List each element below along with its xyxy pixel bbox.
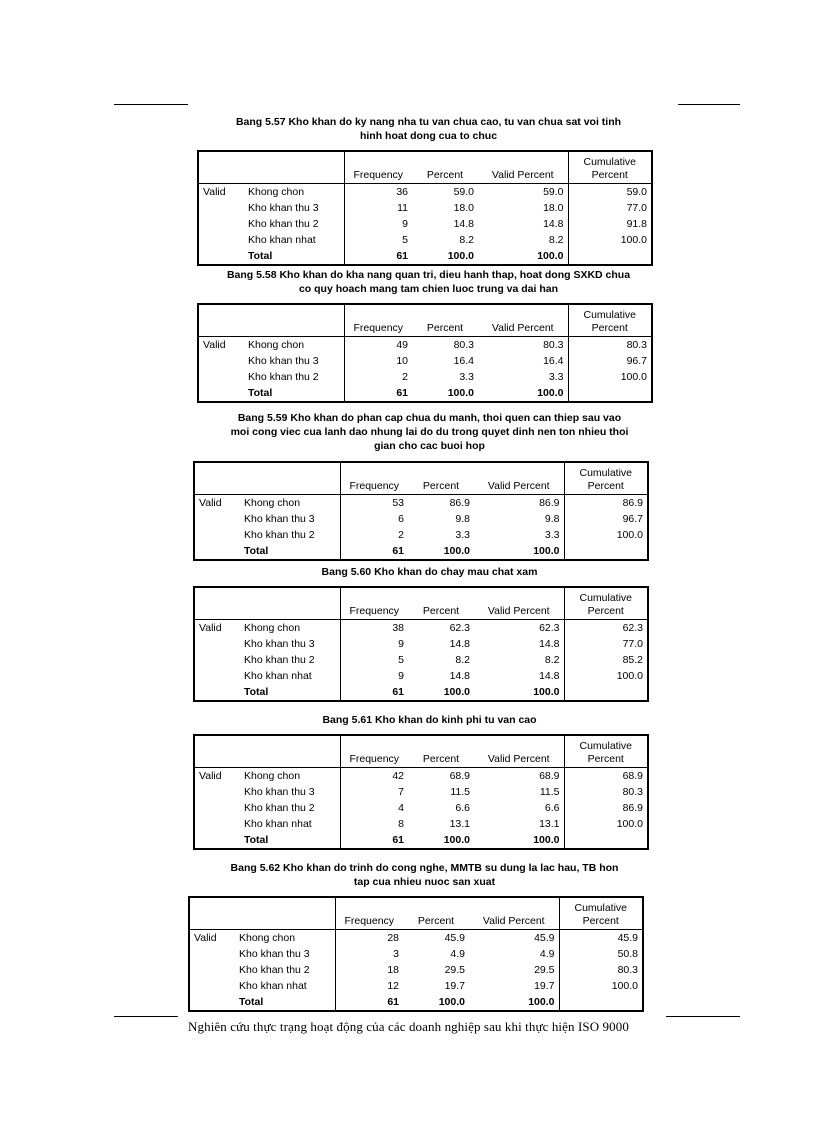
table-caption <box>192 565 667 579</box>
percent-cell: 100.0 <box>443 834 470 846</box>
cumulative-percent-cell: 59.0 <box>626 186 647 198</box>
frequency-cell: 3 <box>393 948 399 960</box>
valid-percent-cell: 16.4 <box>478 353 568 369</box>
row-group-cell <box>189 994 235 1011</box>
cumulative-percent-cell: 85.2 <box>622 654 643 666</box>
table-row <box>198 369 652 385</box>
valid-percent-cell: 59.0 <box>478 184 568 201</box>
caption-line: hinh hoat dong cua to chuc <box>359 130 498 142</box>
row-group-cell <box>198 353 244 369</box>
caption-line: Bang 5.58 Kho khan do kha nang quan tri, dieu hanh thap, hoat dong SXKD chua <box>226 269 631 281</box>
table-row <box>194 511 648 527</box>
percent-cell: 8.2 <box>459 234 474 246</box>
valid-percent-cell: 62.3 <box>474 620 564 637</box>
column-header-frequency: Frequency <box>340 462 408 495</box>
frequency-cell: 4 <box>398 802 404 814</box>
row-label-cell: Kho khan thu 2 <box>235 962 335 978</box>
table-row <box>194 636 648 652</box>
cumulative-percent-cell <box>564 832 648 849</box>
table-caption <box>196 268 661 296</box>
cumulative-percent-cell <box>564 543 648 560</box>
valid-percent-cell: 100.0 <box>478 248 568 265</box>
cumulative-header-line1: Cumulative <box>579 592 633 604</box>
frequency-cell: 38 <box>392 622 404 634</box>
frequency-cell: 61 <box>392 834 404 846</box>
percent-cell: 100.0 <box>443 686 470 698</box>
caption-line: co quy hoach mang tam chien luoc trung va dai han <box>298 283 559 295</box>
valid-percent-cell: 6.6 <box>474 800 564 816</box>
row-group-cell <box>189 962 235 978</box>
column-header-cumulative-percent <box>559 897 643 930</box>
table-row <box>189 962 643 978</box>
row-group-cell <box>198 385 244 402</box>
caption-line: tap cua nhieu nuoc san xuat <box>353 876 496 888</box>
row-group-cell <box>198 248 244 265</box>
table-total-row <box>194 832 648 849</box>
cumulative-percent-cell: 96.7 <box>626 355 647 367</box>
valid-percent-cell: 14.8 <box>474 668 564 684</box>
frequency-cell: 12 <box>387 980 399 992</box>
table-row <box>198 200 652 216</box>
row-group-cell <box>194 511 240 527</box>
frequency-cell: 49 <box>396 339 408 351</box>
column-header-valid-percent: Valid Percent <box>478 304 568 337</box>
cumulative-percent-cell <box>564 684 648 701</box>
row-label-cell: Khong chon <box>240 495 340 512</box>
column-header-cumulative-percent <box>568 304 652 337</box>
cumulative-percent-cell: 45.9 <box>617 932 638 944</box>
header-blank-cell <box>194 735 340 768</box>
row-group-cell <box>194 543 240 560</box>
frequency-cell: 11 <box>397 202 408 214</box>
frequency-cell: 5 <box>402 234 408 246</box>
cumulative-header-line2: Percent <box>591 169 628 181</box>
row-group-cell <box>194 668 240 684</box>
frequency-cell: 5 <box>398 654 404 666</box>
row-label-cell: Total <box>244 385 344 402</box>
caption-line: Bang 5.57 Kho khan do ky nang nha tu van chua cao, tu van chua sat voi tinh <box>235 116 622 128</box>
row-label-cell: Kho khan thu 2 <box>244 369 344 385</box>
cumulative-percent-cell: 80.3 <box>622 786 643 798</box>
frequency-cell: 6 <box>398 513 404 525</box>
percent-cell: 68.9 <box>449 770 470 782</box>
row-label-cell: Kho khan thu 3 <box>240 511 340 527</box>
cumulative-percent-cell: 100.0 <box>611 980 638 992</box>
cumulative-header-line1: Cumulative <box>579 740 633 752</box>
cumulative-percent-cell: 100.0 <box>616 818 643 830</box>
valid-percent-cell: 45.9 <box>469 930 559 947</box>
column-header-cumulative-percent <box>568 151 652 184</box>
percent-cell: 16.4 <box>453 355 474 367</box>
table-header-row <box>194 587 648 620</box>
header-blank-cell <box>198 304 344 337</box>
percent-cell: 62.3 <box>449 622 470 634</box>
row-group-cell <box>194 832 240 849</box>
valid-percent-cell: 9.8 <box>474 511 564 527</box>
caption-line: moi cong viec cua lanh dao nhung lai do du trong quyet dinh nen ton nhieu thoi <box>230 426 629 438</box>
row-group-cell: Valid <box>199 770 222 782</box>
footer-rule-right <box>666 1016 740 1017</box>
row-label-cell: Khong chon <box>240 768 340 785</box>
frequency-cell: 61 <box>392 545 404 557</box>
cumulative-percent-cell: 80.3 <box>617 964 638 976</box>
cumulative-header-line2: Percent <box>587 480 624 492</box>
caption-line: gian cho cac buoi hop <box>374 440 485 452</box>
percent-cell: 4.9 <box>450 948 465 960</box>
frequency-cell: 2 <box>402 371 408 383</box>
row-label-cell: Total <box>240 832 340 849</box>
table-row <box>189 930 643 947</box>
table-header-row <box>194 735 648 768</box>
valid-percent-cell: 29.5 <box>469 962 559 978</box>
table-header-row <box>198 304 652 337</box>
frequency-cell: 61 <box>396 250 408 262</box>
valid-percent-cell: 11.5 <box>474 784 564 800</box>
frequency-cell: 53 <box>392 497 404 509</box>
percent-cell: 3.3 <box>459 371 474 383</box>
cumulative-percent-cell: 100.0 <box>620 371 647 383</box>
frequency-cell: 18 <box>387 964 399 976</box>
valid-percent-cell: 68.9 <box>474 768 564 785</box>
cumulative-percent-cell: 62.3 <box>622 622 643 634</box>
row-group-cell <box>198 369 244 385</box>
row-group-cell <box>194 800 240 816</box>
cumulative-percent-cell: 86.9 <box>622 497 643 509</box>
row-group-cell <box>194 652 240 668</box>
table-total-row <box>194 684 648 701</box>
caption-line: Bang 5.61 Kho khan do kinh phi tu van cao <box>322 714 537 726</box>
table-row <box>194 620 648 637</box>
frequency-cell: 10 <box>396 355 408 367</box>
table-row <box>198 337 652 354</box>
frequency-cell: 7 <box>398 786 404 798</box>
column-header-percent: Percent <box>412 304 478 337</box>
percent-cell: 80.3 <box>453 339 474 351</box>
cumulative-header-line1: Cumulative <box>583 309 637 321</box>
row-label-cell: Kho khan nhat <box>240 816 340 832</box>
frequency-cell: 9 <box>398 638 404 650</box>
table-row <box>198 216 652 232</box>
valid-percent-cell: 18.0 <box>478 200 568 216</box>
valid-percent-cell: 14.8 <box>474 636 564 652</box>
cumulative-header-line1: Cumulative <box>579 467 633 479</box>
column-header-valid-percent: Valid Percent <box>478 151 568 184</box>
frequency-cell: 28 <box>387 932 399 944</box>
frequency-cell: 42 <box>392 770 404 782</box>
row-group-cell: Valid <box>203 186 226 198</box>
percent-cell: 6.6 <box>455 802 470 814</box>
cumulative-percent-cell: 96.7 <box>622 513 643 525</box>
header-blank-cell <box>198 151 344 184</box>
row-label-cell: Total <box>244 248 344 265</box>
valid-percent-cell: 100.0 <box>474 543 564 560</box>
table-total-row <box>198 385 652 402</box>
cumulative-percent-cell: 77.0 <box>622 638 643 650</box>
column-header-percent: Percent <box>403 897 469 930</box>
row-label-cell: Kho khan nhat <box>244 232 344 248</box>
row-label-cell: Kho khan thu 3 <box>235 946 335 962</box>
header-blank-cell <box>189 897 335 930</box>
table-caption <box>192 411 667 453</box>
table-row <box>189 978 643 994</box>
cumulative-percent-cell <box>568 385 652 402</box>
table-row <box>189 946 643 962</box>
frequency-table <box>193 734 649 850</box>
cumulative-header-line1: Cumulative <box>583 156 637 168</box>
valid-percent-cell: 100.0 <box>478 385 568 402</box>
caption-line: Bang 5.59 Kho khan do phan cap chua du manh, thoi quen can thiep sau vao <box>237 412 622 424</box>
cumulative-percent-cell: 68.9 <box>622 770 643 782</box>
valid-percent-cell: 100.0 <box>474 684 564 701</box>
percent-cell: 9.8 <box>455 513 470 525</box>
table-row <box>194 527 648 543</box>
table-row <box>194 784 648 800</box>
row-group-cell <box>189 978 235 994</box>
valid-percent-cell: 14.8 <box>478 216 568 232</box>
row-group-cell <box>194 684 240 701</box>
row-group-cell <box>198 216 244 232</box>
cumulative-percent-cell <box>568 248 652 265</box>
column-header-valid-percent: Valid Percent <box>474 735 564 768</box>
table-total-row <box>189 994 643 1011</box>
table-header-row <box>189 897 643 930</box>
valid-percent-cell: 19.7 <box>469 978 559 994</box>
valid-percent-cell: 100.0 <box>474 832 564 849</box>
column-header-valid-percent: Valid Percent <box>469 897 559 930</box>
cumulative-header-line2: Percent <box>582 915 619 927</box>
row-label-cell: Khong chon <box>240 620 340 637</box>
cumulative-header-line2: Percent <box>587 753 624 765</box>
cumulative-percent-cell: 86.9 <box>622 802 643 814</box>
column-header-frequency: Frequency <box>340 735 408 768</box>
row-label-cell: Khong chon <box>244 184 344 201</box>
table-total-row <box>194 543 648 560</box>
percent-cell: 14.8 <box>453 218 474 230</box>
row-label-cell: Kho khan thu 3 <box>244 353 344 369</box>
cumulative-percent-cell: 100.0 <box>616 529 643 541</box>
header-blank-cell <box>194 462 340 495</box>
table-row <box>194 816 648 832</box>
row-label-cell: Kho khan thu 3 <box>240 636 340 652</box>
frequency-table <box>193 461 649 561</box>
row-label-cell: Total <box>240 684 340 701</box>
footer-rule-left <box>114 1016 178 1017</box>
percent-cell: 14.8 <box>449 670 470 682</box>
cumulative-percent-cell: 80.3 <box>626 339 647 351</box>
table-header-row <box>194 462 648 495</box>
valid-percent-cell: 13.1 <box>474 816 564 832</box>
row-label-cell: Kho khan thu 2 <box>240 652 340 668</box>
row-label-cell: Kho khan nhat <box>240 668 340 684</box>
cumulative-header-line1: Cumulative <box>574 902 628 914</box>
table-row <box>194 800 648 816</box>
row-label-cell: Khong chon <box>244 337 344 354</box>
header-rule-left <box>114 104 188 105</box>
frequency-table <box>197 303 653 403</box>
table-row <box>194 495 648 512</box>
frequency-table <box>197 150 653 266</box>
row-group-cell <box>189 946 235 962</box>
percent-cell: 14.8 <box>449 638 470 650</box>
percent-cell: 100.0 <box>438 996 465 1008</box>
cumulative-header-line2: Percent <box>591 322 628 334</box>
caption-line: Bang 5.62 Kho khan do trinh do cong nghe, MMTB su dung la lac hau, TB hon <box>230 862 619 874</box>
row-group-cell: Valid <box>199 497 222 509</box>
percent-cell: 100.0 <box>447 387 474 399</box>
column-header-frequency: Frequency <box>344 151 412 184</box>
percent-cell: 86.9 <box>449 497 470 509</box>
row-label-cell: Kho khan thu 2 <box>240 527 340 543</box>
header-blank-cell <box>194 587 340 620</box>
percent-cell: 11.5 <box>450 786 470 798</box>
cumulative-percent-cell: 100.0 <box>620 234 647 246</box>
table-row <box>194 652 648 668</box>
valid-percent-cell: 3.3 <box>474 527 564 543</box>
column-header-valid-percent: Valid Percent <box>474 587 564 620</box>
row-label-cell: Kho khan thu 3 <box>240 784 340 800</box>
cumulative-percent-cell: 91.8 <box>626 218 647 230</box>
row-label-cell: Kho khan thu 2 <box>240 800 340 816</box>
percent-cell: 100.0 <box>443 545 470 557</box>
percent-cell: 29.5 <box>444 964 465 976</box>
column-header-percent: Percent <box>408 735 474 768</box>
row-label-cell: Khong chon <box>235 930 335 947</box>
row-group-cell <box>198 232 244 248</box>
table-total-row <box>198 248 652 265</box>
column-header-valid-percent: Valid Percent <box>474 462 564 495</box>
table-caption <box>196 115 661 143</box>
row-group-cell: Valid <box>194 932 217 944</box>
column-header-percent: Percent <box>412 151 478 184</box>
table-caption <box>192 713 667 727</box>
row-label-cell: Kho khan nhat <box>235 978 335 994</box>
percent-cell: 59.0 <box>453 186 474 198</box>
column-header-frequency: Frequency <box>344 304 412 337</box>
cumulative-header-line2: Percent <box>587 605 624 617</box>
column-header-cumulative-percent <box>564 587 648 620</box>
row-label-cell: Total <box>235 994 335 1011</box>
column-header-percent: Percent <box>408 587 474 620</box>
table-row <box>194 768 648 785</box>
caption-line: Bang 5.60 Kho khan do chay mau chat xam <box>321 566 538 578</box>
frequency-cell: 61 <box>396 387 408 399</box>
valid-percent-cell: 4.9 <box>469 946 559 962</box>
frequency-cell: 9 <box>398 670 404 682</box>
frequency-cell: 36 <box>396 186 408 198</box>
cumulative-percent-cell: 77.0 <box>626 202 647 214</box>
percent-cell: 3.3 <box>455 529 470 541</box>
row-group-cell <box>198 200 244 216</box>
valid-percent-cell: 8.2 <box>474 652 564 668</box>
column-header-percent: Percent <box>408 462 474 495</box>
table-row <box>198 353 652 369</box>
column-header-cumulative-percent <box>564 462 648 495</box>
column-header-frequency: Frequency <box>340 587 408 620</box>
cumulative-percent-cell: 100.0 <box>616 670 643 682</box>
row-group-cell <box>194 527 240 543</box>
percent-cell: 100.0 <box>447 250 474 262</box>
frequency-cell: 2 <box>398 529 404 541</box>
row-label-cell: Total <box>240 543 340 560</box>
row-label-cell: Kho khan thu 2 <box>244 216 344 232</box>
valid-percent-cell: 3.3 <box>478 369 568 385</box>
cumulative-percent-cell <box>559 994 643 1011</box>
table-row <box>198 232 652 248</box>
table-row <box>198 184 652 201</box>
row-group-cell <box>194 636 240 652</box>
table-caption <box>187 861 662 889</box>
table-row <box>194 668 648 684</box>
row-label-cell: Kho khan thu 3 <box>244 200 344 216</box>
percent-cell: 19.7 <box>444 980 465 992</box>
valid-percent-cell: 8.2 <box>478 232 568 248</box>
frequency-table <box>193 586 649 702</box>
header-rule-right <box>678 104 740 105</box>
percent-cell: 45.9 <box>444 932 465 944</box>
row-group-cell <box>194 784 240 800</box>
percent-cell: 13.1 <box>449 818 470 830</box>
frequency-cell: 61 <box>392 686 404 698</box>
frequency-cell: 9 <box>402 218 408 230</box>
row-group-cell: Valid <box>203 339 226 351</box>
cumulative-percent-cell: 50.8 <box>617 948 638 960</box>
page-footer: Nghiên cứu thực trạng hoạt động của các doanh nghiệp sau khi thực hiện ISO 9000 <box>188 1019 629 1034</box>
frequency-cell: 8 <box>398 818 404 830</box>
percent-cell: 18.0 <box>453 202 474 214</box>
table-header-row <box>198 151 652 184</box>
percent-cell: 8.2 <box>455 654 470 666</box>
column-header-frequency: Frequency <box>335 897 403 930</box>
column-header-cumulative-percent <box>564 735 648 768</box>
frequency-table <box>188 896 644 1012</box>
valid-percent-cell: 80.3 <box>478 337 568 354</box>
valid-percent-cell: 86.9 <box>474 495 564 512</box>
row-group-cell <box>194 816 240 832</box>
valid-percent-cell: 100.0 <box>469 994 559 1011</box>
frequency-cell: 61 <box>387 996 399 1008</box>
row-group-cell: Valid <box>199 622 222 634</box>
